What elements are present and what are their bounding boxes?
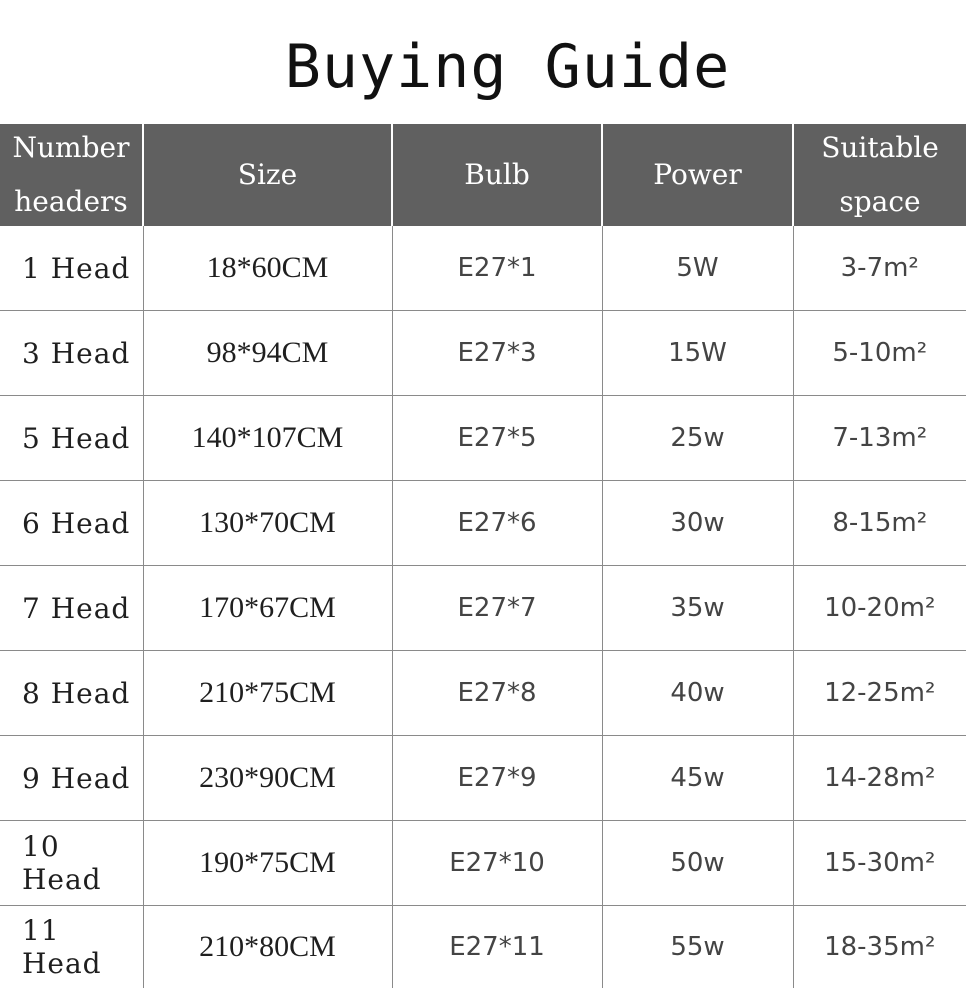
table-row	[0, 396, 966, 481]
cell-size: 98*94CM	[143, 311, 392, 396]
buying-guide-table	[0, 124, 966, 988]
cell-power: 40w	[602, 651, 793, 736]
cell-size: 230*90CM	[143, 736, 392, 821]
cell-bulb: E27*8	[392, 651, 602, 736]
cell-suitable-space: 3-7m²	[793, 226, 966, 311]
cell-number-heads: 11 Head	[0, 906, 143, 988]
header-suitable-space	[793, 124, 966, 226]
table-header-row	[0, 124, 966, 226]
header-number-heads-line2: headers	[0, 172, 142, 232]
cell-suitable-space: 18-35m²	[793, 906, 966, 988]
cell-suitable-space: 7-13m²	[793, 396, 966, 481]
table-row	[0, 906, 966, 988]
cell-bulb: E27*11	[392, 906, 602, 988]
cell-number-heads: 5 Head	[0, 396, 143, 481]
cell-size: 210*80CM	[143, 906, 392, 988]
cell-size: 210*75CM	[143, 651, 392, 736]
header-suitable-space-line1: Suitable	[794, 118, 966, 178]
table-row	[0, 821, 966, 906]
cell-size: 190*75CM	[143, 821, 392, 906]
cell-suitable-space: 14-28m²	[793, 736, 966, 821]
cell-power: 30w	[602, 481, 793, 566]
header-bulb	[392, 124, 602, 226]
table-row	[0, 736, 966, 821]
page-title: Buying Guide	[0, 22, 970, 112]
cell-size: 18*60CM	[143, 226, 392, 311]
cell-suitable-space: 10-20m²	[793, 566, 966, 651]
cell-number-heads: 8 Head	[0, 651, 143, 736]
cell-bulb: E27*5	[392, 396, 602, 481]
cell-number-heads: 10 Head	[0, 821, 143, 906]
cell-bulb: E27*9	[392, 736, 602, 821]
header-size	[143, 124, 392, 226]
cell-bulb: E27*1	[392, 226, 602, 311]
table-row	[0, 651, 966, 736]
cell-suitable-space: 12-25m²	[793, 651, 966, 736]
cell-suitable-space: 15-30m²	[793, 821, 966, 906]
header-power-label: Power	[653, 158, 741, 191]
cell-power: 50w	[602, 821, 793, 906]
cell-power: 35w	[602, 566, 793, 651]
cell-power: 25w	[602, 396, 793, 481]
cell-power: 5W	[602, 226, 793, 311]
table-row	[0, 226, 966, 311]
cell-number-heads: 9 Head	[0, 736, 143, 821]
cell-suitable-space: 8-15m²	[793, 481, 966, 566]
cell-bulb: E27*6	[392, 481, 602, 566]
cell-number-heads: 7 Head	[0, 566, 143, 651]
header-size-label: Size	[238, 158, 297, 191]
cell-number-heads: 6 Head	[0, 481, 143, 566]
cell-bulb: E27*10	[392, 821, 602, 906]
header-suitable-space-line2: space	[794, 172, 966, 232]
cell-size: 130*70CM	[143, 481, 392, 566]
cell-power: 15W	[602, 311, 793, 396]
cell-number-heads: 3 Head	[0, 311, 143, 396]
cell-size: 140*107CM	[143, 396, 392, 481]
header-bulb-label: Bulb	[464, 158, 530, 191]
cell-bulb: E27*7	[392, 566, 602, 651]
cell-number-heads: 1 Head	[0, 226, 143, 311]
table-row	[0, 566, 966, 651]
table-body	[0, 226, 966, 988]
cell-power: 45w	[602, 736, 793, 821]
header-power	[602, 124, 793, 226]
cell-bulb: E27*3	[392, 311, 602, 396]
cell-size: 170*67CM	[143, 566, 392, 651]
header-number-heads	[0, 124, 143, 226]
table-row	[0, 481, 966, 566]
cell-suitable-space: 5-10m²	[793, 311, 966, 396]
cell-power: 55w	[602, 906, 793, 988]
table-row	[0, 311, 966, 396]
header-number-heads-line1: Number	[0, 118, 142, 178]
